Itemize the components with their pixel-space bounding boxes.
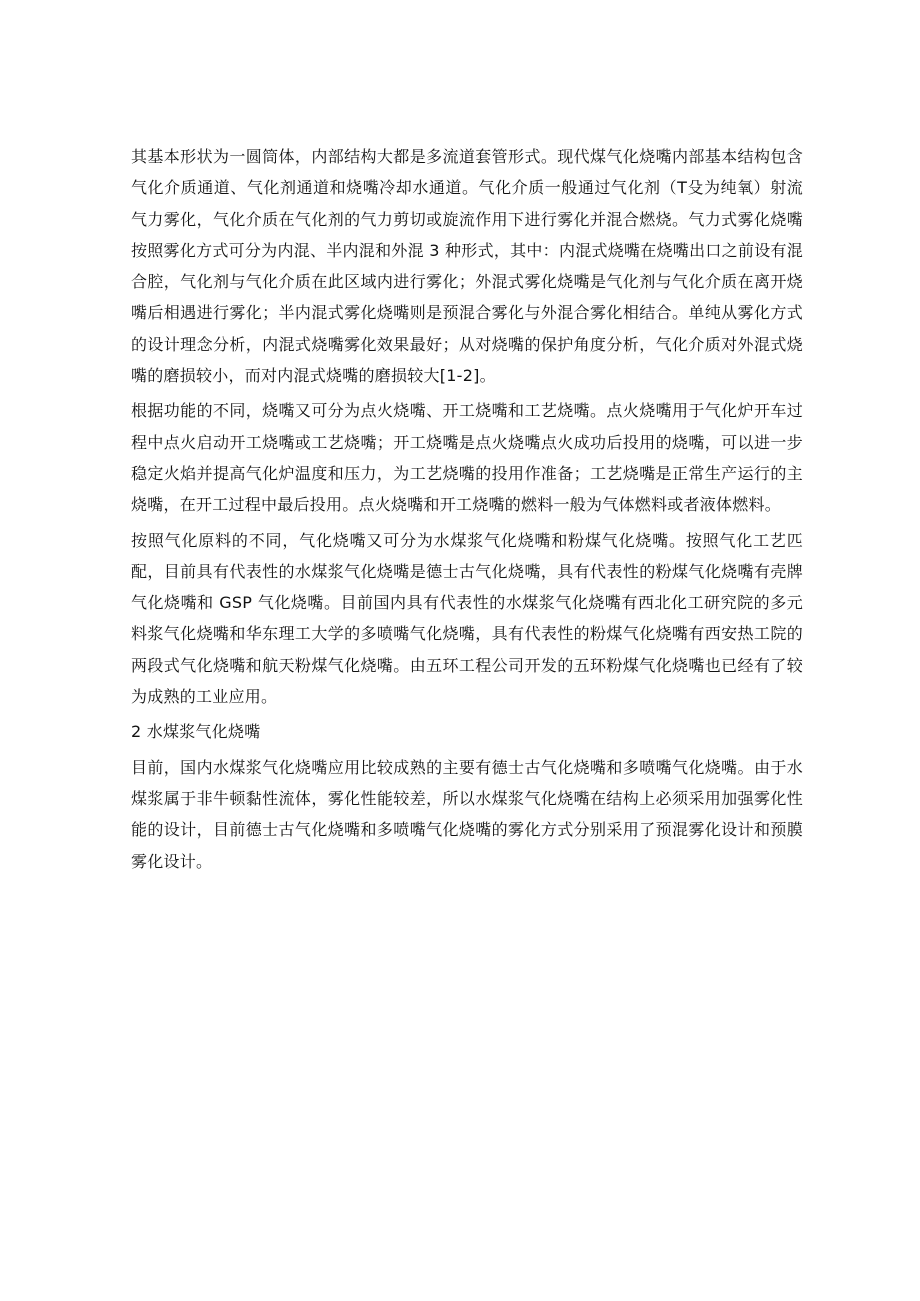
paragraph-burner-feedstock: 按照气化原料的不同，气化烧嘴又可分为水煤浆气化烧嘴和粉煤气化烧嘴。按照气化工艺匹配，目前具有代表性的水煤浆气化烧嘴是德士古气化烧嘴，具有代表性的粉煤气化烧嘴有壳牌气化烧嘴和 GSP 气化烧嘴。目前国内具有代表性的水煤浆气化烧嘴有西北化工研究院的多元料浆气化烧嘴和华东理工大学的多喷嘴气化烧嘴，具有代表性的粉煤气化烧嘴有西安热工院的两段式气化烧嘴和航天粉煤气化烧嘴。由五环工程公司开发的五环粉煤气化烧嘴也已经有了较为成熟的工业应用。: [131, 530, 803, 707]
paragraph-burner-structure: 其基本形状为一圆筒体，内部结构大都是多流道套管形式。现代煤气化烧嘴内部基本结构包含气化介质通道、气化剂通道和烧嘴冷却水通道。气化介质一般通过气化剂（T殳为纯氧）射流气力雾化，气化介质在气化剂的气力剪切或旋流作用下进行雾化并混合燃烧。气力式雾化烧嘴按照雾化方式可分为内混、半内混和外混 3 种形式，其中：内混式烧嘴在烧嘴出口之前设有混合腔，气化剂与气化介质在此区域内进行雾化；外混式雾化烧嘴是气化剂与气化介质在离开烧嘴后相遇进行雾化；半内混式雾化烧嘴则是预混合雾化与外混合雾化相结合。单纯从雾化方式的设计理念分析，内混式烧嘴雾化效果最好；从对烧嘴的保护角度分析，气化介质对外混式烧嘴的磨损较小，而对内混式烧嘴的磨损较大[1-2]。: [131, 147, 803, 386]
paragraph-burner-function: 根据功能的不同，烧嘴又可分为点火烧嘴、开工烧嘴和工艺烧嘴。点火烧嘴用于气化炉开车过程中点火启动开工烧嘴或工艺烧嘴；开工烧嘴是点火烧嘴点火成功后投用的烧嘴，可以进一步稳定火焰并提高气化炉温度和压力，为工艺烧嘴的投用作准备；工艺烧嘴是正常生产运行的主烧嘴，在开工过程中最后投用。点火烧嘴和开工烧嘴的燃料一般为气体燃料或者液体燃料。: [131, 401, 803, 515]
section-heading: 2 水煤浆气化烧嘴: [131, 722, 261, 742]
document-body: [131, 141, 803, 877]
paragraph-coal-water-slurry: 目前，国内水煤浆气化烧嘴应用比较成熟的主要有德士古气化烧嘴和多喷嘴气化烧嘴。由于水煤浆属于非牛顿黏性流体，雾化性能较差，所以水煤浆气化烧嘴在结构上必须采用加强雾化性能的设计，目前德士古气化烧嘴和多喷嘴气化烧嘴的雾化方式分别采用了预混雾化设计和预膜雾化设计。: [131, 757, 803, 871]
